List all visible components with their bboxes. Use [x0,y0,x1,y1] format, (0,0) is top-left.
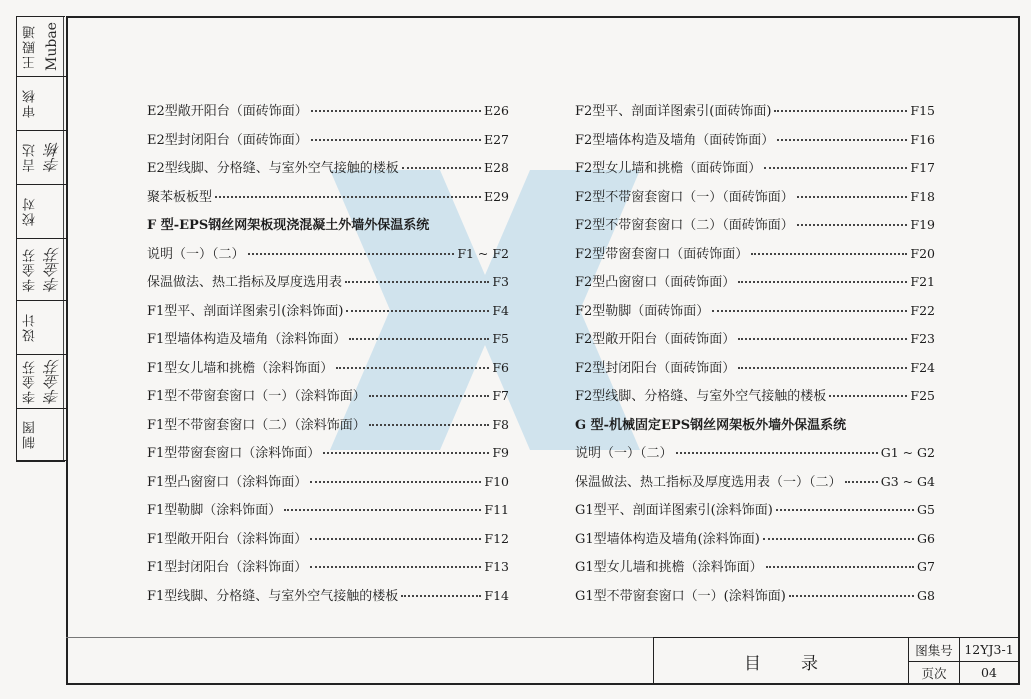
toc-entry-title: G1型女儿墙和挑檐（涂料饰面） [575,560,763,575]
toc-entry [575,385,935,414]
toc-entry-page: E26 [483,103,509,118]
toc-entry-page: F1 ~ F2 [457,245,509,261]
toc-entry-page: E29 [483,188,509,204]
toc-entry-page: F10 [484,473,509,489]
toc-leader-dots [738,325,907,340]
toc-entry [147,414,509,443]
toc-entry-page: G7 [917,559,935,574]
toc-leader-dots [797,183,908,198]
handwritten-signature [41,77,64,130]
toc-leader-dots [310,525,481,540]
toc-entry-page: F23 [910,331,935,346]
toc-entry [575,157,935,186]
toc-entry [147,499,509,528]
signature-role-label: 李金芬 [23,359,38,404]
toc-entry [147,271,509,300]
title-block [653,637,1020,685]
toc-entry-page: F18 [910,188,935,204]
toc-entry-title: 保温做法、热工指标及厚度选用表 [147,275,343,290]
toc-leader-dots [751,240,907,255]
toc-entry-page: F9 [492,445,509,460]
toc-leader-dots [248,240,455,255]
toc-entry-page: F12 [484,530,509,546]
signature-cell [17,355,66,409]
toc-entry-page: F24 [910,359,935,375]
toc-entry-title: F2型带窗套窗口（面砖饰面） [575,246,749,262]
toc-leader-dots [766,553,914,568]
toc-entry-title: F1型女儿墙和挑檐（涂料饰面） [147,360,334,376]
toc-entry [575,499,935,528]
toc-leader-dots [369,382,490,397]
toc-entry-title: 聚苯板板型 [147,189,213,205]
toc-entry [575,100,935,129]
toc-entry-page: G3 ~ G4 [880,473,935,489]
toc-entry-title: F1型不带窗套窗口（二）（涂料饰面） [147,417,366,433]
signature-cell [17,409,66,461]
handwritten-signature: Mubae [41,17,64,76]
toc-entry-page: F6 [492,359,509,375]
handwritten-signature [41,301,64,354]
toc-leader-dots [369,411,490,426]
toc-leader-dots [845,468,878,483]
toc-entry-page: F25 [910,388,935,403]
toc-entry [575,357,935,386]
toc-entry-title: E2型线脚、分格缝、与室外空气接触的楼板 [147,161,399,176]
toc-entry-page: F19 [910,217,935,232]
signature-role-label: 校对 [23,196,38,227]
toc-entry [147,528,509,557]
toc-entry [147,100,509,129]
toc-entry-title: F2型不带窗套窗口（一）（面砖饰面） [575,189,794,205]
toc-entry [575,214,935,243]
toc-leader-dots [310,553,481,568]
toc-leader-dots [401,582,481,597]
toc-section-heading [147,214,509,243]
toc-leader-dots [215,183,481,198]
signature-cell [17,239,66,301]
toc-entry-page: F7 [492,388,509,403]
toc-entry-page: F15 [910,103,935,118]
toc-entry [575,471,935,500]
toc-entry-title: 说明（一）（二） [147,246,245,262]
page-number-value: 04 [981,665,997,680]
toc-entry-title: G1型墙体构造及墙角(涂料饰面) [575,531,760,547]
toc-entry [575,556,935,585]
toc-entry [147,300,509,329]
toc-entry-page: F14 [484,587,509,603]
toc-entry-title: F1型敞开阳台（涂料饰面） [147,531,308,547]
signature-role-label: 设计 [23,312,38,343]
page-number-label: 页次 [909,661,960,684]
toc-entry-title: 说明（一）（二） [575,446,673,461]
handwritten-signature: 李金芬 [41,239,64,300]
signature-role-label: 李金芬 [23,247,38,292]
toc-entry [147,585,509,614]
toc-entry [575,129,935,158]
signature-role-label: 吉达 [23,142,38,173]
toc-leader-dots [346,297,489,312]
toc-left-column [147,100,509,613]
toc-entry-page: F16 [910,131,935,147]
toc-entry-title: F2型敞开阳台（面砖饰面） [575,332,736,347]
toc-entry-page: F13 [484,559,509,574]
toc-entry [147,157,509,186]
toc-entry-page: F21 [910,274,935,289]
handwritten-signature: 李栋 [41,131,64,184]
toc-entry-title: G1型平、剖面详图索引(涂料饰面) [575,503,773,518]
signature-cell [17,17,66,77]
signature-role-label: 审核 [23,88,38,119]
toc-entry-title: E2型封闭阳台（面砖饰面） [147,132,308,148]
toc-leader-dots [311,126,481,141]
signature-strip [16,16,65,462]
handwritten-signature [41,185,64,238]
signature-cell [17,301,66,355]
toc-entry-title: F 型-EPS钢丝网架板现浇混凝土外墙外保温系统 [147,218,430,233]
atlas-number-value: 12YJ3-1 [959,638,1019,662]
toc-entry-title: F1型勒脚（涂料饰面） [147,503,282,518]
toc-entry-title: 保温做法、热工指标及厚度选用表（一）（二） [575,474,842,490]
toc-entry [147,186,509,215]
toc-entry-title: F1型封闭阳台（涂料饰面） [147,560,308,575]
toc-entry-page: E27 [483,131,509,147]
toc-entry-page: G5 [917,502,935,517]
toc-entry [147,385,509,414]
handwritten-signature: 李金芬 [41,355,64,408]
toc-entry-page: E28 [483,160,509,175]
toc-leader-dots [323,439,489,454]
toc-entry [575,243,935,272]
toc-entry-title: G 型-机械固定EPS钢丝网架板外墙外保温系统 [575,417,847,433]
toc-entry-title: F2型封闭阳台（面砖饰面） [575,360,736,376]
toc-entry [575,271,935,300]
toc-leader-dots [345,268,489,283]
toc-entry [575,300,935,329]
toc-leader-dots [349,325,489,340]
toc-entry-title: F2型墙体构造及墙角（面砖饰面） [575,132,775,148]
signature-role-label: 王殿通 [23,24,38,69]
toc-leader-dots [738,268,907,283]
toc-entry [147,129,509,158]
sheet-title: 目录 [654,638,909,684]
toc-section-heading [575,414,935,443]
toc-leader-dots [829,382,907,397]
handwritten-signature [41,409,64,460]
toc-leader-dots [284,496,481,511]
signature-cell [17,77,66,131]
toc-entry [575,585,935,614]
signature-cell [17,185,66,239]
toc-entry-page: F20 [910,245,935,261]
toc-entry [147,243,509,272]
atlas-number-label: 图集号 [909,638,960,662]
toc-entry-title: F1型平、剖面详图索引(涂料饰面) [147,303,344,319]
toc-leader-dots [764,154,907,169]
toc-entry [147,357,509,386]
toc-leader-dots [336,354,489,369]
toc-entry-title: F2型线脚、分格缝、与室外空气接触的楼板 [575,389,827,404]
toc-entry-title: F2型凸窗窗口（面砖饰面） [575,275,736,290]
toc-leader-dots [797,211,908,226]
toc-entry [575,186,935,215]
bottom-rule [66,637,653,638]
toc-entry-title: F1型带窗套窗口（涂料饰面） [147,446,321,461]
toc-entry-title: F1型线脚、分格缝、与室外空气接触的楼板 [147,588,399,604]
toc-leader-dots [763,525,914,540]
toc-entry [575,328,935,357]
toc-entry-title: F2型勒脚（面砖饰面） [575,303,710,319]
toc-entry-title: E2型敞开阳台（面砖饰面） [147,104,308,119]
toc-entry [575,442,935,471]
toc-entry [147,556,509,585]
toc-entry-page: F17 [910,160,935,175]
signature-cell [17,131,66,185]
toc-leader-dots [402,154,481,169]
toc-entry [147,442,509,471]
toc-leader-dots [776,496,914,511]
toc-entry-title: F1型凸窗窗口（涂料饰面） [147,474,308,490]
toc-entry-page: F11 [484,502,509,517]
toc-entry-page: F8 [492,416,509,432]
toc-entry-title: F2型女儿墙和挑檐（面砖饰面） [575,161,762,176]
toc-entry-title: F1型墙体构造及墙角（涂料饰面） [147,332,347,347]
toc-leader-dots [738,354,907,369]
toc-leader-dots [712,297,907,312]
toc-leader-dots [777,126,907,141]
toc-leader-dots [310,468,481,483]
toc-leader-dots [676,439,878,454]
toc-entry-page: F22 [910,302,935,318]
toc-entry-page: G6 [917,530,935,546]
toc-entry-title: F2型不带窗套窗口（二）（面砖饰面） [575,218,794,233]
toc-leader-dots [774,97,907,112]
toc-entry [575,528,935,557]
toc-leader-dots [789,582,914,597]
toc-entry-title: F1型不带窗套窗口（一）（涂料饰面） [147,389,366,404]
toc-entry-page: G1 ~ G2 [880,445,935,460]
toc-entry-page: F3 [492,274,509,289]
toc-entry-title: F2型平、剖面详图索引(面砖饰面) [575,104,772,119]
toc-entry-page: F4 [492,302,509,318]
toc-entry-page: F5 [492,331,509,346]
toc-entry [147,328,509,357]
toc-entry-page: G8 [917,587,935,603]
toc-entry-title: G1型不带窗套窗口（一）(涂料饰面) [575,588,786,604]
toc-leader-dots [311,97,481,112]
signature-role-label: 制图 [23,419,38,450]
toc-right-column [575,100,935,613]
toc-entry [147,471,509,500]
